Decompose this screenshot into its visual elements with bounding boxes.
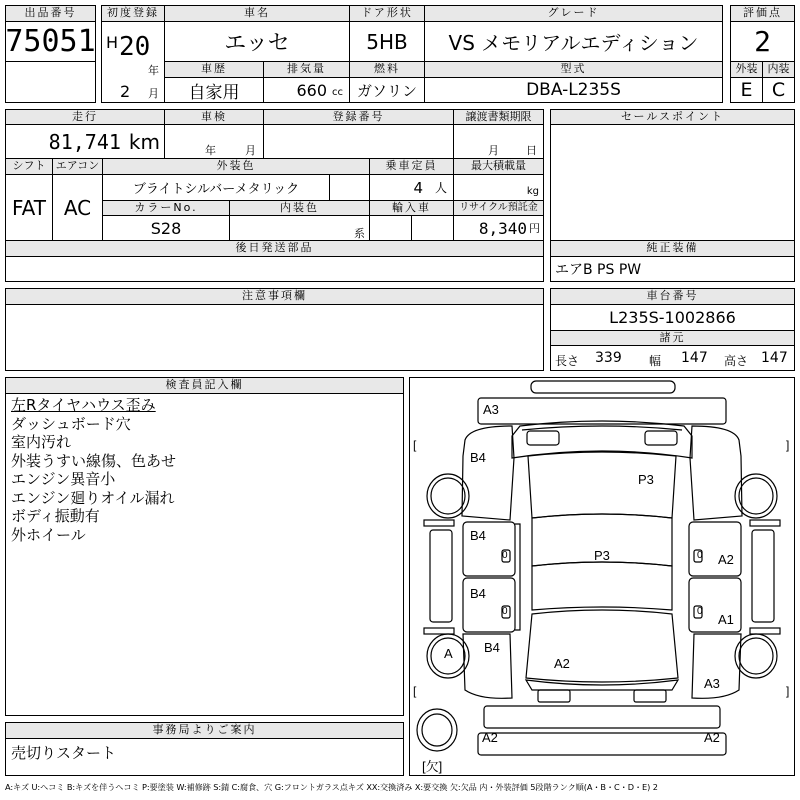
load-label: 最大積載量 xyxy=(453,158,544,175)
missing-spare-mark: [欠] xyxy=(422,759,443,774)
insp-month-unit: 月 xyxy=(245,144,256,157)
later-parts-box xyxy=(5,256,544,282)
lot-label: 出品番号 xyxy=(5,5,96,22)
length: 339 xyxy=(595,350,622,366)
chassis-number: L235S-1002866 xyxy=(550,304,795,331)
note-line: 外ホイール xyxy=(11,525,86,544)
mark-a-wheel: A xyxy=(444,646,453,661)
mark-b4-front-left: B4 xyxy=(470,450,486,465)
mileage-box xyxy=(5,124,165,159)
inspector-label: 検査員記入欄 xyxy=(5,377,404,394)
displacement-box xyxy=(263,77,350,103)
mark-b4-rear-door: B4 xyxy=(470,586,486,601)
door-type: 5HB xyxy=(349,21,425,62)
history: 自家用 xyxy=(164,77,264,103)
width-label: 幅 xyxy=(649,354,662,368)
score-label: 評価点 xyxy=(730,5,795,22)
width: 147 xyxy=(681,350,708,366)
transfer-box xyxy=(453,124,544,159)
office-label: 事務局よりご案内 xyxy=(5,722,404,739)
inspection-label: 車検 xyxy=(164,109,264,125)
aircon: AC xyxy=(52,174,103,241)
model: DBA-L235S xyxy=(424,77,723,103)
note-line: 左Rタイヤハウス歪み xyxy=(11,396,156,414)
reg-year: 20 xyxy=(119,32,151,62)
office-note: 売切りスタート xyxy=(5,738,404,776)
import-box-2 xyxy=(411,215,454,241)
notes-label: 注意事項欄 xyxy=(5,288,544,305)
grade: VS メモリアルエディション xyxy=(424,21,723,62)
mark-p3-center: P3 xyxy=(594,548,610,563)
length-label: 長さ xyxy=(555,354,580,368)
recycle-fee: 8,340 xyxy=(478,218,527,238)
km-unit: km xyxy=(128,129,160,154)
mark-b4-mid-left: B4 xyxy=(470,528,486,543)
mark-a2-bumper-left: A2 xyxy=(482,730,498,745)
ext-label: 外装 xyxy=(730,61,763,78)
capacity: 4 xyxy=(413,178,423,197)
color-extra xyxy=(329,174,370,201)
equip-label: 純正装備 xyxy=(550,240,795,257)
import-label: 輸入車 xyxy=(369,200,454,216)
note-line: ダッシュボード穴 xyxy=(11,414,131,433)
inspection-box xyxy=(164,124,264,159)
height: 147 xyxy=(761,350,788,366)
zero-mark: 0 xyxy=(502,606,508,617)
mark-a2-right-door: A2 xyxy=(718,552,734,567)
note-line: 外装うすい線傷、色あせ xyxy=(11,451,177,470)
ac-label: エアコン xyxy=(52,158,103,175)
sales-box xyxy=(550,124,795,241)
load-unit: kg xyxy=(526,186,539,197)
mark-a2-bumper-right: A2 xyxy=(704,730,720,745)
month-unit: 月 xyxy=(148,87,159,100)
bracket-mark: ] xyxy=(786,438,790,452)
transfer-day: 日 xyxy=(526,144,537,157)
load-box xyxy=(453,174,544,201)
shift-label: シフト xyxy=(5,158,53,175)
zero-mark: 0 xyxy=(502,550,508,561)
grade-label: グレード xyxy=(424,5,723,22)
fuel-label: 燃料 xyxy=(349,61,425,78)
notes-box xyxy=(5,304,544,371)
equipment: エアB PS PW xyxy=(550,256,795,282)
mark-b4-rear-quarter: B4 xyxy=(484,640,500,655)
capacity-unit: 人 xyxy=(434,181,447,195)
bracket-mark: ] xyxy=(786,684,790,698)
zero-mark: 0 xyxy=(697,550,703,561)
bracket-mark: [ xyxy=(413,438,417,452)
intcolor-box xyxy=(229,215,370,241)
intcolor-unit: 系 xyxy=(354,227,365,240)
sales-label: セールスポイント xyxy=(550,109,795,125)
dims-box xyxy=(550,345,795,371)
mileage: 81,741 xyxy=(48,129,121,154)
score: 2 xyxy=(730,21,795,62)
bracket-mark: [ xyxy=(413,684,417,698)
intcolor-label: 内装色 xyxy=(229,200,370,216)
lot-blank xyxy=(5,61,96,103)
door-label: ドア形状 xyxy=(349,5,425,22)
mark-a3-front: A3 xyxy=(483,402,499,417)
mark-p3-roof: P3 xyxy=(638,472,654,487)
yen-unit: 円 xyxy=(529,222,540,235)
body-color: ブライトシルバーメタリック xyxy=(102,174,330,201)
color-number: S28 xyxy=(102,215,230,241)
legend: A:キズ U:ヘコミ B:キズを伴うヘコミ P:要塗装 W:補修跡 S:錆 C:腐食、穴 G:フロントガラス点キズ XX:交換済み X:要交換 欠:欠品 内・外装評価 5段階ランク順(A・B・C・D・E) 2 xyxy=(5,781,658,792)
first-reg-box xyxy=(101,21,165,103)
note-line: エンジン異音小 xyxy=(11,470,116,488)
shift: FAT xyxy=(5,174,53,241)
history-label: 車歴 xyxy=(164,61,264,78)
model-label: 型式 xyxy=(424,61,723,78)
transfer-label: 譲渡書類期限 xyxy=(453,109,544,125)
reg-month: 2 xyxy=(120,82,131,101)
insp-year-unit: 年 xyxy=(205,144,216,157)
recycle-box xyxy=(453,215,544,241)
capacity-label: 乗車定員 xyxy=(369,158,454,175)
dims-label: 諸元 xyxy=(550,330,795,346)
ext-grade: E xyxy=(730,77,763,103)
car-outline xyxy=(410,378,794,775)
note-line: ボディ振動有 xyxy=(11,507,100,525)
color-label: 外装色 xyxy=(102,158,370,175)
mark-a1-right: A1 xyxy=(718,612,734,627)
height-label: 高さ xyxy=(724,354,749,368)
damage-diagram xyxy=(409,377,795,776)
later-parts-label: 後日発送部品 xyxy=(5,240,544,257)
name-label: 車名 xyxy=(164,5,350,22)
inspector-notes xyxy=(5,393,404,716)
displacement: 660 xyxy=(296,80,327,100)
int-label: 内装 xyxy=(762,61,795,78)
mark-a2-rear: A2 xyxy=(554,656,570,671)
disp-label: 排気量 xyxy=(263,61,350,78)
era: H xyxy=(106,33,119,52)
regno-box xyxy=(263,124,454,159)
mileage-label: 走行 xyxy=(5,109,165,125)
int-grade: C xyxy=(762,77,795,103)
capacity-box xyxy=(369,174,454,201)
colorno-label: カラーNo. xyxy=(102,200,230,216)
first-reg-label: 初度登録 xyxy=(101,5,165,22)
regno-label: 登録番号 xyxy=(263,109,454,125)
chassis-label: 車台番号 xyxy=(550,288,795,305)
note-line: エンジン廻りオイル漏れ xyxy=(11,488,175,507)
note-line: 室内汚れ xyxy=(11,433,72,451)
lot-number: 75051 xyxy=(5,21,96,62)
recycle-label: リサイクル預託金 xyxy=(453,200,544,216)
cc-unit: cc xyxy=(332,86,343,98)
fuel: ガソリン xyxy=(349,77,425,103)
transfer-month: 月 xyxy=(488,144,499,157)
import-box-1 xyxy=(369,215,412,241)
zero-mark: 0 xyxy=(697,606,703,617)
car-name: エッセ xyxy=(164,21,350,62)
mark-a3-rear-right: A3 xyxy=(704,676,720,691)
year-unit: 年 xyxy=(148,64,159,77)
